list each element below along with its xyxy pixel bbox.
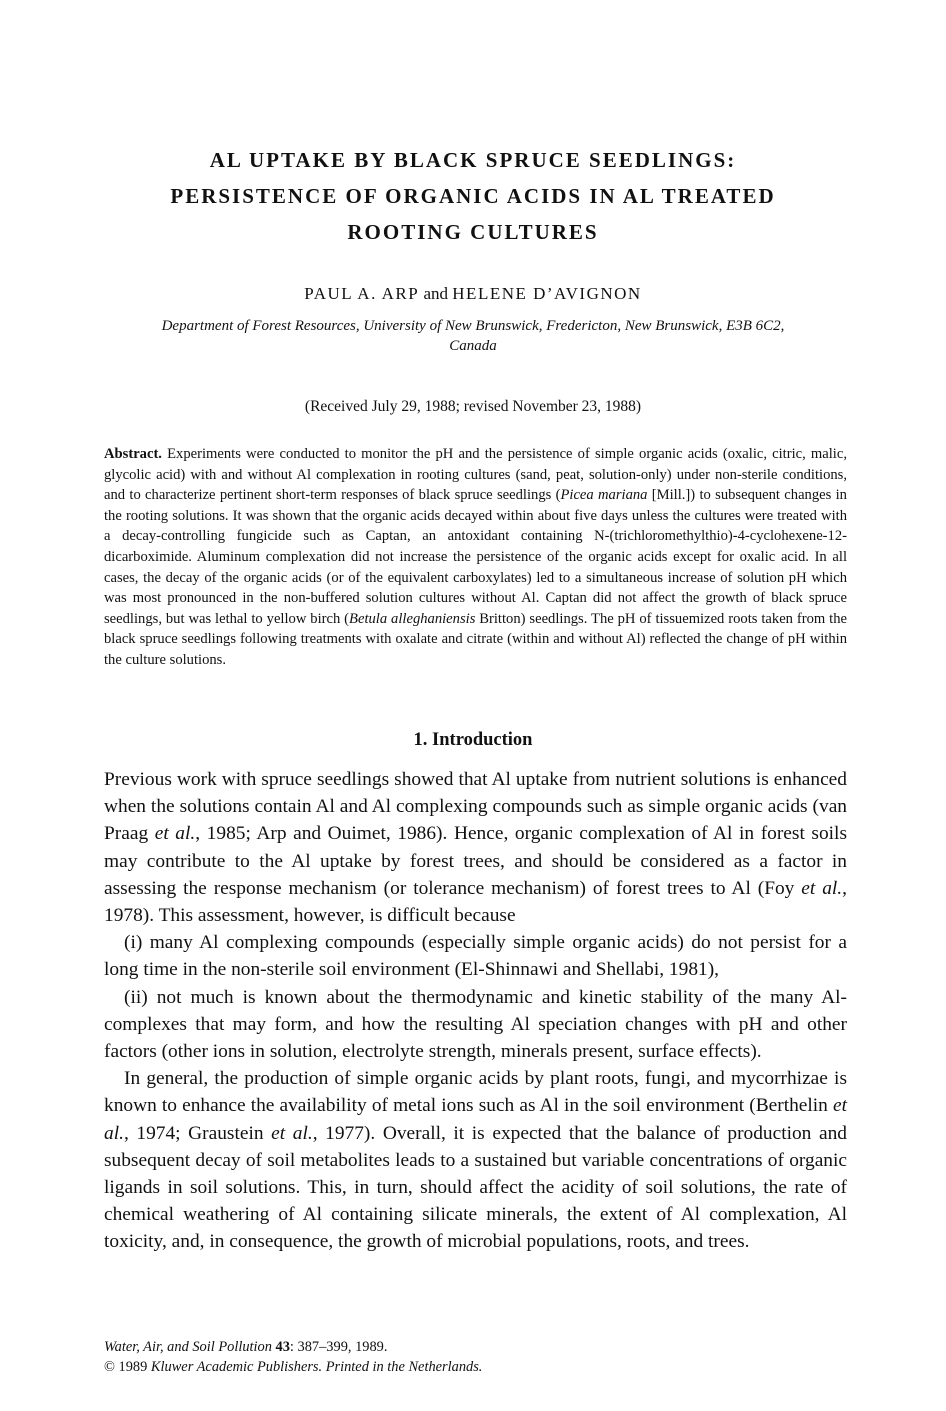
affiliation bbox=[100, 316, 846, 356]
intro-etal: et al. bbox=[271, 1122, 313, 1144]
abstract-label: Abstract. bbox=[104, 446, 162, 462]
abstract bbox=[104, 444, 847, 671]
journal-citation bbox=[104, 1337, 482, 1357]
journal-pages: : 387–399, 1989. bbox=[289, 1339, 388, 1355]
abstract-text-3: Britton) seedlings. The pH of tissuemized roots taken from the black spruce seedlings following treatments with oxalate and citrate (within and without Al) reflected the change of pH within the culture solutions. bbox=[104, 610, 847, 668]
abstract-species-1: Picea mariana bbox=[560, 487, 648, 504]
intro-paragraph-1 bbox=[104, 766, 847, 929]
abstract-species-2: Betula alleghaniensis bbox=[349, 610, 476, 627]
paper-title bbox=[100, 142, 846, 250]
section-heading-introduction: 1. Introduction bbox=[413, 730, 533, 750]
abstract-text-2: [Mill.]) to subsequent changes in the rooting solutions. It was shown that the organic acids decayed within about five days unless the cultures were treated with a decay-controlling fungicide such as Captan, an antoxidant containing N-(trichloromethylthio)-4-cyclohexene-12-dicarboximide. Aluminum complexation did not increase the persistence of the organic acids except for oxalic acid. In all cases, the decay of the organic acids (or of the equivalent carboxylates) led to a simultaneous increase of solution pH which was most pronounced in the non-buffered solution cultures without Al. Captan did not affect the growth of black spruce seedlings, but was lethal to yellow birch ( bbox=[104, 487, 847, 627]
intro-p1-text-c: , 1978). This assessment, however, is difficult because bbox=[104, 877, 847, 927]
intro-item-1: (i) many Al complexing compounds (especially simple organic acids) do not persist for a long time in the non-sterile soil environment (El-Shinnawi and Shellabi, 1981), bbox=[104, 932, 847, 981]
title-line-3: ROOTING CULTURES bbox=[347, 220, 599, 244]
journal-volume: 43 bbox=[275, 1339, 290, 1355]
abstract-text-1: Experiments were conducted to monitor the pH and the persistence of simple organic acids (oxalic, citric, malic, glycolic acid) with and without Al complexation in rooting cultures (sand, peat, solution-only) under non-sterile conditions, and to characterize pertinent short-term responses of black spruce seedlings ( bbox=[104, 446, 847, 504]
copyright-year: © 1989 bbox=[104, 1359, 148, 1375]
intro-etal: et al. bbox=[104, 1095, 847, 1144]
intro-p2-text-b: , 1974; Graustein bbox=[123, 1122, 272, 1144]
introduction-body bbox=[104, 766, 847, 1256]
intro-etal: et al. bbox=[154, 823, 196, 845]
title-line-1: AL UPTAKE BY BLACK SPRUCE SEEDLINGS: bbox=[209, 148, 737, 172]
footer bbox=[104, 1337, 482, 1377]
intro-p2-text-a: In general, the production of simple organic acids by plant roots, fungi, and mycorrhizae is known to enhance the availability of metal ions such as Al in the soil environment (Berthelin bbox=[104, 1068, 847, 1117]
affiliation-line-2: Canada bbox=[449, 338, 497, 354]
author-conjunction: and bbox=[423, 284, 449, 303]
intro-item-2: (ii) not much is known about the thermodynamic and kinetic stability of the many Al-complexes that may form, and how the resulting Al speciation changes with pH and other factors (other ions in solution, electrolyte strength, minerals present, surface effects). bbox=[104, 986, 847, 1063]
intro-etal: et al. bbox=[801, 877, 843, 899]
author-2: HELENE D’AVIGNON bbox=[452, 284, 642, 303]
authors bbox=[100, 284, 846, 304]
author-1: PAUL A. ARP bbox=[304, 284, 420, 303]
received-dates: (Received July 29, 1988; revised November 23, 1988) bbox=[304, 398, 642, 415]
intro-paragraph-2 bbox=[104, 1065, 847, 1255]
title-line-2: PERSISTENCE OF ORGANIC ACIDS IN AL TREATED bbox=[170, 184, 776, 208]
affiliation-line-1: Department of Forest Resources, University of New Brunswick, Fredericton, New Brunswick, E3B 6C2, bbox=[161, 318, 785, 334]
intro-p1-text-b: , 1985; Arp and Ouimet, 1986). Hence, organic complexation of Al in forest soils may contribute to the Al uptake by forest trees, and should be considered as a factor in assessing the response mechanism (or tolerance mechanism) of forest trees to Al (Foy bbox=[104, 823, 847, 899]
journal-name: Water, Air, and Soil Pollution bbox=[104, 1339, 272, 1355]
publisher: Kluwer Academic Publishers. Printed in the Netherlands. bbox=[150, 1359, 483, 1375]
intro-p1-text-a: Previous work with spruce seedlings showed that Al uptake from nutrient solutions is enhanced when the solutions contain Al and Al complexing compounds such as simple organic acids (van Praag bbox=[104, 769, 847, 845]
intro-p2-text-c: , 1977). Overall, it is expected that the balance of production and subsequent decay of soil metabolites leads to a sustained but variable concentrations of organic ligands in soil solutions. This, in turn, should affect the acidity of soil solutions, the rate of chemical weathering of Al containing silicate minerals, the extent of Al complexation, Al toxicity, and, in consequence, the growth of microbial populations, roots, and trees. bbox=[104, 1122, 847, 1253]
copyright-line bbox=[104, 1357, 482, 1377]
